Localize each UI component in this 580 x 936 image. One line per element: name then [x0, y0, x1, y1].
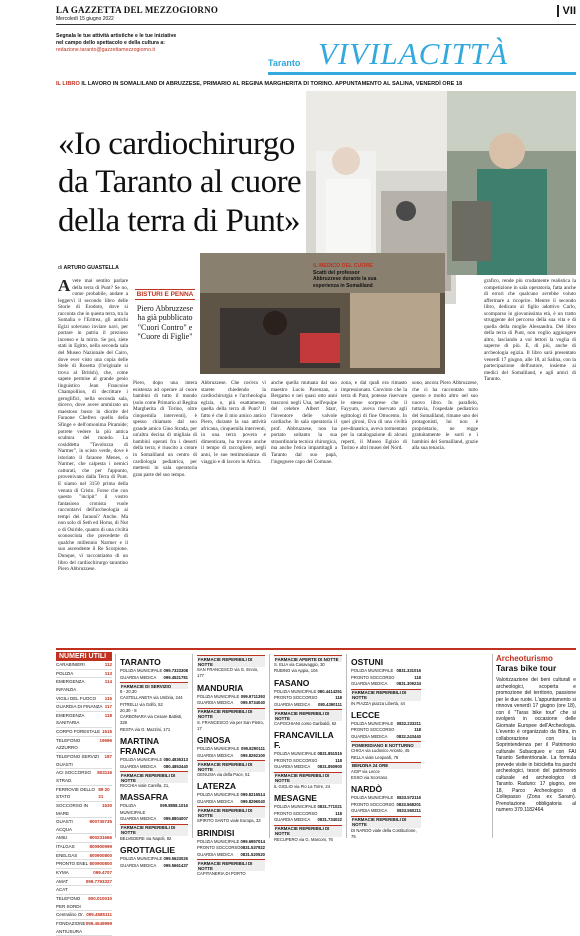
phone-number: 118 — [414, 727, 421, 733]
phone-label: GUARDIA MEDICA — [197, 798, 234, 804]
pharmacy-subheading: POMERIDIANO E NOTTURNO — [351, 741, 421, 748]
phone-number: 099.5623026 — [163, 856, 188, 862]
numeri-utili-row — [56, 843, 112, 852]
service-name: VIGILI DEL FUOCO — [56, 695, 97, 701]
pharmacy-entry: RECUPERO via G. Marconi, 76 — [274, 836, 333, 842]
column-divider — [115, 654, 116, 838]
pharmacy-entry: CASTELLANETA via Umbria, 244 — [120, 695, 183, 701]
article-text-1: vete mai sentito parlare della terra di Punt? Se no, come probabile, andate a leggervi il secondo libro delle Storie di Erodoto, dove si racconta che in questa terra, tra la Somalia e l'Eritrea, gli antichi Egizi solevano inviare navi, per portare in patria il prezioso incenso e la mirra. Se poi, siete stati in Egitto, nella seconda sala del Museo Nazionale del Cairo, dove ever visto una copia delle Stele di Rosetta (l'originale si trova al British), che, come sapete permise al grande genio linguistico Jean Francoise Champollion, di decrittare i geroglifici, nella seconda sala, dicevo, dove avere ammirato un maestoso busto in diorite del Faraone Chefren quello della Sfinge e dell'omonima Piramide; potrete vedere la più antica scultura del mondo. La cosiddetta "Tavolozza di Narmer", in scisto verde, dove è istoriato il faraone Menes, o Narmer, che calpesta i nemici catturati, che per l'appunto, provenivano dalla Terra di Punt. E siamo nel 3150 prima della venuta di Cristo. Forse che con questo "incipit" il vostro fantasioso cronista vuole raccontarvi dell'archeologia ai tempi dei faraoni? Anche. Ma non solo di Seth ed Horus, di Nut o di Osiride, quanto di una civiltà sconosciuta che precedette di qualche millennio Narmer e il suo ascendente il Re Scorpione. Dunque, vi raccontiamo di un libro del cardiochirurgo tarantino Piero Abbruzzese. — [58, 278, 128, 573]
pharmacy-entry: CAPITANERIA DI PORTO — [197, 871, 246, 877]
phone-label: GUARDIA MEDICA — [351, 681, 388, 686]
phone-number: 099.8858.1016 — [160, 803, 188, 809]
service-name: AMIU — [56, 835, 68, 841]
pharmacy-entry: DI NARDÒ viale della Costituzione, 75 — [351, 827, 417, 840]
phone-number: 080.4390111 — [318, 701, 342, 707]
pharmacy-entry: RUBINO via Appia, 104 — [274, 668, 318, 674]
numeri-utili-row — [56, 818, 112, 834]
phone-number: 0832.233211 — [396, 720, 421, 726]
numeri-utili-row — [56, 878, 112, 887]
article-column-3: Abbruzzese. Che cos'era vi starete chiedendo la cardiochirurgia e l'archeologia egizia, o, più esattamente, quella della terra di Punt? Il fatto è che il mio amico antico Piero, durante la sua attività africana, cinquemila interventi, in una terra povera e dimenticata, ha trovato anche il tempo di raccogliere, negli anni, le sue testimonianze di viaggio e di lavoro in Africa. — [201, 380, 266, 465]
pharmacy-city-heading: LECCE — [351, 709, 380, 720]
numeri-utili-row — [56, 886, 112, 895]
service-name: CARABINIERI — [56, 662, 85, 667]
service-name: PRONTO ENEL — [56, 861, 89, 867]
service-number: 099.7793327 — [85, 878, 112, 884]
phone-line — [197, 799, 265, 806]
phone-label: GUARDIA MEDICA — [197, 851, 234, 857]
service-name: GUASTI ACQUA — [56, 819, 73, 832]
pharmacy-city-heading: MESAGNE — [274, 793, 317, 804]
pharmacy-entry: GENUSIA via della Pace, 51 — [197, 772, 250, 778]
phone-number: 0831.520520 — [240, 851, 265, 857]
article-column-6: sono, ancora Piero Abbruzzese, che ci ha raccontato tutto questo e molto altro nel suo nuovo libro. In parallelo, tuttavia, l'ospedale pediatrico del Somaliland, rimane uno dei protagonisti, lui non è proprietario, ne regge gratuitamente le sorti e i bambini del Somaliland, grazie alla sua tenacia. — [412, 380, 478, 452]
service-number: 1530 — [101, 802, 112, 808]
phone-number: 099.9734040 — [240, 700, 265, 706]
pharmacy-entry: AGIP via Lecce — [351, 768, 380, 774]
phone-number: 080.4853440 — [163, 763, 188, 769]
pharmacy-subheading: FARMACIE REPERIBILI DI NOTTE — [274, 709, 342, 721]
phone-label: PRONTO SOCCORSO — [274, 810, 318, 816]
numeri-utili-row — [56, 678, 112, 694]
pharmacy-entry: BELVEDERE via Napoli, 92 — [120, 835, 172, 841]
numeri-utili-row — [56, 670, 112, 679]
service-number: 19696 — [99, 737, 112, 743]
pharmacy-subheading: FARMACIE REPERIBILI DI NOTTE — [197, 806, 265, 818]
service-number: 803116 — [97, 770, 112, 776]
service-name: ACI SOCCORSO STRAD. — [56, 770, 92, 783]
service-name: CORPO FORESTALE — [56, 729, 101, 735]
service-name: SOCCORSO IN MARE — [56, 802, 89, 816]
pharmacy-subheading: FARMACIE REPERIBILI DI NOTTE — [197, 655, 265, 667]
phone-number: 099.9711393 — [240, 693, 265, 699]
service-number: 099.4549999 — [85, 920, 112, 926]
phone-label: POLIZIA MUNICIPALE — [197, 746, 240, 752]
service-number: 800900999 — [89, 844, 112, 850]
kicker-label: IL LIBRO — [56, 81, 80, 87]
pharmacy-city-heading: BRINDISI — [197, 827, 235, 838]
pharmacy-subheading: FARMACIE APERTE DI NOTTE — [274, 655, 342, 662]
phone-label: GUARDIA MEDICA — [120, 763, 157, 769]
photo-caption — [313, 263, 378, 289]
phone-label: POLIZIA MUNICIPALE — [197, 693, 240, 699]
numeri-utili-title: NUMERI UTILI — [56, 652, 112, 661]
phone-number: 0831.331016 — [396, 668, 421, 673]
info-line-1: Segnala le tue attività artistiche e le tue iniziative — [56, 33, 177, 39]
numeri-utili-row — [56, 753, 112, 769]
drop-cap: A — [58, 276, 71, 295]
byline — [58, 265, 119, 271]
pull-quote-tag: BISTURI E PENNA — [136, 291, 194, 298]
numeri-utili-row — [56, 920, 112, 936]
service-number: 800900800 — [89, 861, 112, 867]
phone-label: POLIZIA MUNICIPALE — [197, 838, 240, 844]
archeo-title: Archeoturismo — [496, 654, 553, 663]
service-number: 115 — [104, 695, 112, 701]
service-name: TELEFONO AZZURRO — [56, 737, 81, 751]
phone-label: PRONTO SOCCORSO — [351, 674, 395, 680]
pharmacy-subheading: FARMACIE REPERIBILI DI NOTTE — [197, 859, 265, 871]
service-number: 099.4585111 — [86, 912, 112, 918]
pull-quote-box — [133, 283, 197, 342]
service-name: FERROVIE DELLO STATO — [56, 786, 96, 800]
phone-number: 080.4836313 — [163, 757, 188, 763]
phone-line — [197, 852, 265, 859]
phone-label: POLIZIA MUNICIPALE — [197, 792, 240, 798]
numeri-utili-row — [56, 860, 112, 869]
pharmacy-entry: S. FRANCESCO via per San Pietro, 17 — [197, 719, 265, 731]
numeri-utili-row — [56, 661, 112, 670]
utility-section — [56, 648, 576, 934]
pharmacy-entry: CARBONARA via Cesare Battisti, 328 — [120, 714, 183, 726]
phone-number: 118 — [335, 810, 342, 816]
numeri-utili-row — [56, 786, 112, 802]
phone-label: POLIZIA MUNICIPALE — [120, 757, 163, 763]
info-email-link[interactable]: redazione.taranto@gazzettamezzogiorno.it — [56, 47, 155, 54]
phone-number: 118 — [414, 674, 421, 680]
phone-number: 0833.572116 — [396, 795, 421, 801]
numeri-utili-row — [56, 737, 112, 753]
service-number: 187 — [104, 754, 112, 760]
phone-label: POLIZIA MUNICIPALE — [351, 720, 394, 726]
kicker-text: IL LAVORO IN SOMALILAND DI ABRUZZESE, PRIMARIO AL REGINA MARGHERITA DI TORINO. APPUNTAMENTO AL SALINA, VENERDÌ ORE 18 — [81, 81, 463, 87]
caption-text: Scatti del professor Abbruzzese durante la sua esperienza in Somaliland — [313, 269, 377, 289]
phone-number: 099.6957014 — [240, 838, 265, 844]
service-number: 117 — [104, 704, 112, 710]
numeri-utili-row — [56, 911, 112, 920]
service-name: FONDAZIONE ANTIUSURA — [56, 920, 86, 934]
phone-number: 0833.568201 — [396, 801, 421, 807]
page-number: VII — [557, 5, 576, 17]
pharmacy-subheading: FARMACIE REPERIBILI DI NOTTE — [120, 824, 188, 836]
phone-label: POLIZIA MUNICIPALE — [120, 856, 163, 862]
service-number: 118 — [104, 712, 112, 718]
pharmacy-entry: ESSO via Scorrano — [351, 775, 388, 781]
pharmacy-entry: 8 - 20,30 — [120, 689, 137, 694]
phone-number: 099.8292100 — [240, 752, 265, 758]
pharmacy-city-heading: MARTINA FRANCA — [120, 736, 159, 757]
column-divider — [269, 654, 270, 838]
pharmacy-city-heading: FASANO — [274, 677, 310, 688]
phone-label: POLIZIA MUNICIPALE — [274, 688, 317, 694]
pharmacy-entry: RESTA via G. Mazzini, 171 — [120, 726, 171, 732]
pharmacy-subheading: FARMACIE REPERIBILI DI NOTTE — [274, 772, 342, 784]
phone-line — [351, 681, 421, 688]
pharmacy-city-heading: LATERZA — [197, 781, 237, 792]
phone-number: 0831.537922 — [240, 845, 265, 851]
numeri-utili-row — [56, 695, 112, 704]
pharmacy-entry: IL GIGLIO via Pio La Torre, 24 — [274, 783, 331, 789]
pharmacy-entry: CAPOCHIANI corso Garibaldi, 62 — [274, 721, 337, 727]
service-number: 800735735 — [89, 819, 112, 825]
phone-number: 0831.771021 — [317, 804, 342, 810]
numeri-utili-row — [56, 728, 112, 737]
numeri-utili-row — [56, 852, 112, 861]
phone-line — [197, 700, 265, 707]
pharmacy-city-heading: OSTUNI — [351, 657, 384, 667]
service-number: 113 — [104, 670, 112, 676]
masthead — [56, 5, 576, 25]
pharmacy-city-heading: FRANCAVILLA F. — [274, 730, 334, 751]
pharmacy-entry: IN PIAZZA piazza Libertà, 44 — [351, 700, 405, 706]
phone-line — [120, 803, 188, 816]
service-name: GUARDIA DI FINANZA — [56, 704, 103, 710]
article-headline: «Io cardiochirurgo da Taranto al cuore della terra di Punt» — [58, 126, 302, 239]
section-divider — [268, 72, 576, 75]
pharmacy-subheading: BENZINA 24 ORE — [351, 762, 421, 769]
phone-number: 0831.851515 — [317, 751, 342, 757]
submission-info — [56, 33, 216, 54]
service-name: ENELGAS — [56, 852, 78, 858]
service-number: 099.4707 — [93, 870, 112, 876]
pharmacy-subheading: FARMACIE REPERIBILI DI NOTTE — [351, 689, 421, 701]
numeri-utili-row — [56, 703, 112, 712]
pharmacy-subheading: FARMACIE DI SERVIZIO — [120, 682, 188, 689]
pharmacy-column-d — [351, 654, 421, 841]
numeri-utili-row — [56, 712, 112, 728]
pharmacy-subheading: FARMACIE REPERIBILI DI NOTTE — [274, 825, 342, 837]
service-name: AMAT — [56, 878, 69, 884]
phone-line — [351, 734, 421, 741]
phone-number: 099.7323308 — [163, 668, 188, 673]
phone-label: GUARDIA MEDICA — [120, 862, 157, 868]
pharmacy-entry: RELLA viale Leopardi, 76 — [351, 754, 399, 760]
pharmacy-entry: S. ELIA via Casavaggio, 30 — [274, 662, 325, 667]
numeri-utili-row — [56, 869, 112, 878]
byline-author: ARTURO GUASTELLA — [63, 265, 119, 271]
phone-label: GUARDIA MEDICA — [274, 764, 311, 770]
archeo-subtitle: Taras bike tour — [496, 663, 557, 673]
phone-line — [274, 764, 342, 771]
article-column-7: grafico, rende più crudamente realistica la competizione in sala operatoria, fatta anche di errori che qualcuno avrebbe voluto affermare a ricoprire. Mentre il secondo libro, dedicato al figlio adottivo Carlo, scomparso in giovanissima età, è un tratto struggente del percorso della sua vita e di quella della moglie Alessandra. Del libro della terra di Punt, non voglio aggiungere altro, lasciando a voi lettori la voglia di saperne di più. E, di più, anche di archeologia egizia. Il libro sarà presentato venerdì 17 giugno, alle 18, al Salina, con la partecipazione dell'autore, insieme ai medici del Somaliland, e agli amici di Taranto. — [484, 278, 576, 383]
service-number: 89 20 21 — [98, 786, 110, 800]
phone-line — [351, 808, 421, 815]
phone-label: POLIZIA MUNICIPALE — [120, 803, 146, 815]
pharmacy-city-heading: MANDURIA — [197, 682, 244, 693]
section-title: VIVILACITTÀ — [318, 36, 509, 71]
pharmacy-subheading: FARMACIE REPERIBILI DI NOTTE — [120, 771, 188, 783]
phone-number: 0831.850900 — [317, 764, 342, 770]
issue-date: Mercoledì 15 giugno 2022 — [56, 16, 114, 22]
service-name: TELEFONO SERVIZI GUASTI — [56, 754, 99, 767]
article-column-2: Piero, dopo una intera esistenza ad operare al cuore bambini di tutto il mondo (solo come Primario al Regina Margherita di Torino, oltre cinquemila interventi), è spesso chiamato dal suo grande amico Gino Strada, per un'altra decina di migliaia di bambini operati fra i deserti della terra, è riuscito a creare in Somaliland un centro di cardiologia pediatrica, per mettersi in sala operatoria gran parte del suo tempo. — [133, 380, 197, 478]
pharmacy-city-heading: NARDÒ — [351, 784, 383, 795]
phone-label: GUARDIA MEDICA — [274, 701, 311, 707]
service-name: EMERGENZA INFANZIA — [56, 679, 85, 692]
phone-line — [197, 753, 265, 760]
pharmacy-entry: RICCHIA viale Carella, 21, — [120, 783, 170, 789]
pharmacy-entry: PITRELLI via Golfo, 52 — [120, 701, 163, 707]
numeri-utili-row — [56, 802, 112, 818]
phone-label: GUARDIA MEDICA — [197, 752, 234, 758]
pharmacy-city-heading: GINOSA — [197, 735, 231, 746]
phone-label: GUARDIA MEDICA — [197, 700, 234, 706]
phone-number: 099.8216514 — [240, 792, 265, 798]
info-line-2: nel campo dello spettacolo e della cultura a: — [56, 40, 165, 47]
column-divider — [492, 654, 493, 838]
pharmacy-column-a — [120, 654, 188, 869]
byline-prefix: di — [58, 265, 63, 271]
numeri-utili-row — [56, 834, 112, 843]
phone-label: GUARDIA MEDICA — [120, 816, 157, 822]
phone-number: 099.8804007 — [163, 816, 188, 822]
phone-number: 099.8290111 — [241, 746, 265, 752]
pharmacy-entry: CHIGA via Ludovico Ariosto, 45 — [351, 748, 410, 754]
phone-label: POLIZIA MUNICIPALE — [351, 668, 394, 673]
column-divider — [346, 654, 347, 838]
phone-label: GUARDIA MEDICA — [351, 808, 388, 814]
phone-number: 099.4521781 — [163, 674, 188, 680]
phone-line — [120, 816, 188, 823]
phone-line — [274, 817, 342, 824]
service-name: Centralino Or. — [56, 912, 84, 918]
service-name: TELEFONO PER SORDI — [56, 895, 81, 909]
phone-label: POLIZIA MUNICIPALE — [274, 751, 317, 757]
service-number: 112 — [104, 662, 112, 667]
phone-number: 0831.309234 — [396, 681, 421, 686]
service-name: POLIZIA — [56, 670, 74, 676]
pharmacy-entry: SAN FRANCESCO via G. Ennio, 177 — [197, 667, 259, 679]
service-number: 1515 — [101, 729, 112, 735]
pharmacy-subheading: FARMACIE REPERIBILI DI NOTTE — [197, 760, 265, 772]
archeoturismo-box — [496, 654, 576, 814]
pharmacy-column-c — [274, 654, 342, 843]
newspaper-name: LA GAZZETTA DEL MEZZOGIORNO — [56, 5, 219, 15]
service-name: ACAT — [56, 887, 68, 893]
article-column-1 — [58, 278, 128, 573]
service-name: KYMA — [56, 870, 69, 876]
numeri-utili-row — [56, 769, 112, 785]
service-number: 800231666 — [89, 835, 112, 841]
pharmacy-subheading: FARMACIE REPERIBILI DI NOTTE — [197, 708, 265, 720]
phone-line — [274, 702, 342, 709]
phone-number: 080.4414251 — [317, 688, 342, 694]
service-number: 800900800 — [89, 852, 112, 858]
pharmacy-entry: 20,30 - 8 — [120, 707, 137, 713]
phone-number: 099.5661437 — [163, 862, 188, 868]
phone-label: POLIZIA MUNICIPALE — [351, 795, 394, 801]
phone-label: PRONTO SOCCORSO — [197, 845, 241, 851]
numeri-utili-list — [56, 661, 112, 936]
service-number: 800.010010 — [88, 895, 112, 901]
phone-label: PRONTO SOCCORSO — [274, 695, 318, 701]
phone-number: 0831.734022 — [317, 817, 342, 823]
pharmacy-city-heading: MASSAFRA — [120, 792, 169, 803]
phone-label: GUARDIA MEDICA — [120, 674, 157, 680]
pharmacy-city-heading: GROTTAGLIE — [120, 845, 176, 856]
phone-number: 0832.243440 — [396, 733, 421, 739]
archeo-body: Valorizzazione dei beni culturali e archeologici, scoperta e promozione del territorio, passione per le due ruote. L'appuntamento si rinnova venerdì 17 giugno (ore 18), con il "Taras bike tour" che si svolgerà in occasione delle Giornate Europee dell'Archeologia. L'evento è organizzato da Bitra, in collaborazione con la Soprintendenza per il Patrimonio culturale Subacqueo e con FAI Taranto Settentrionale. La formula prevede visite in bicicletta tra parchi archeologici, tesori del patrimonio culturale ed archeologico di Taranto. Raduno: 17 giugno, ore 18, Parco Archeologico di Collepasso (Zona ex Saram). Prenotazione obbligatoria al numero 379.1182464. — [496, 677, 576, 813]
phone-number: 0833.560211 — [396, 808, 421, 814]
pharmacy-entry: SPIRITO SANTO viale Europa, 33 — [197, 818, 261, 824]
phone-number: 099.8296040 — [240, 798, 265, 804]
article-column-5: zona, e dal quali era rimasto impressionato. Convinto che la terra di Punt, potesse riservare le stesse sorprese che il Fayyum, aveva riservato agli egittologi di fine Ottocento. In quei gironi, Eva di una civiltà pre-dinastica, aveva tormentato per la catalogazione di alcuni reperti, il Museo Egizio di Torino e altri musei del Nord. — [341, 380, 407, 452]
service-number: 114 — [104, 679, 112, 685]
phone-line — [120, 675, 188, 682]
section-city: Taranto — [268, 58, 301, 68]
article-kicker — [56, 81, 576, 87]
phone-label: PRONTO SOCCORSO — [351, 801, 395, 807]
phone-number: 118 — [335, 757, 342, 763]
pull-quote-text: Piero Abbruzzese ha già pubblicato "Cuori Contro" e "Cuore di Figlie" — [136, 304, 194, 342]
numeri-utili-box — [56, 652, 112, 936]
phone-line — [120, 764, 188, 771]
numeri-utili-row — [56, 895, 112, 911]
column-divider — [192, 654, 193, 838]
phone-line — [120, 863, 188, 870]
phone-label: POLIZIA MUNICIPALE — [274, 804, 317, 810]
caption-title: IL MEDICO DEL CUORE — [313, 263, 373, 269]
service-name: ITALGAS — [56, 844, 75, 850]
phone-label: GUARDIA MEDICA — [274, 817, 311, 823]
phone-label: PRONTO SOCCORSO — [351, 727, 395, 733]
phone-label: PRONTO SOCCORSO — [274, 757, 318, 763]
pharmacy-subheading: FARMACIE REPERIBILI DI NOTTE — [351, 816, 421, 828]
surgeon-photo — [447, 91, 576, 275]
article-column-4: anche quella mutuata dal suo maestro Lucio Parenzan, a Bergamo e nei quasi otto anni trascorsi negli Usa, nell'equipe del celebre Albert Starr, l'inventore delle valvole cardiache. In sala operatoria il prof. Abbruzzese, non ha portato soltanto la sua straordinaria tecnica chirurgica, ma anche l'etica impartitagli a Taranto dal suo papà, l'ingegnere capo del Comune. — [271, 380, 337, 465]
pharmacy-city-heading: TARANTO — [120, 657, 161, 667]
phone-label: POLIZIA MUNICIPALE — [120, 668, 163, 673]
pharmacy-column-b — [197, 654, 265, 878]
phone-number: 118 — [335, 695, 342, 701]
phone-label: GUARDIA MEDICA — [351, 733, 388, 739]
service-name: EMERGENZA SANITARIA — [56, 712, 85, 726]
